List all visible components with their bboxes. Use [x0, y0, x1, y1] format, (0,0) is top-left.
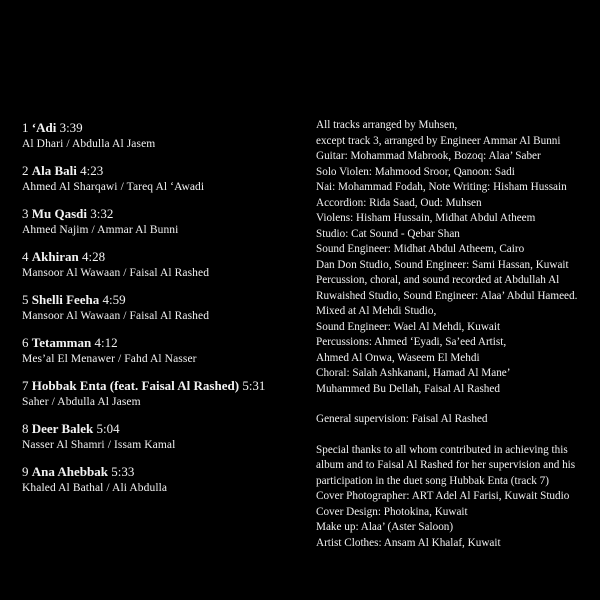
- thanks-credits: [316, 443, 598, 552]
- track-title: Deer Balek: [31, 421, 94, 436]
- track-credit: Mansoor Al Wawaan / Faisal Al Rashed: [22, 267, 210, 279]
- track-item: [22, 421, 300, 453]
- track-title: Ana Ahebbak: [31, 464, 108, 479]
- track-credit: Saher / Abdulla Al Jasem: [22, 396, 141, 408]
- credit-line: Accordion: Rida Saad, Oud: Muhsen: [316, 196, 482, 209]
- track-heading: [22, 206, 300, 222]
- track-duration: 5:33: [111, 464, 135, 479]
- track-number: 6: [22, 335, 29, 350]
- spacer: [316, 397, 598, 412]
- track-title: ‘Adi: [31, 120, 57, 135]
- credit-line: Sound Engineer: Wael Al Mehdi, Kuwait: [316, 320, 501, 333]
- spacer: [316, 428, 598, 443]
- credit-line: Dan Don Studio, Sound Engineer: Sami Hassan, Kuwait: [316, 258, 569, 271]
- track-number: 5: [22, 292, 29, 307]
- track-credit: Khaled Al Bathal / Ali Abdulla: [22, 482, 168, 494]
- track-item: [22, 249, 300, 281]
- track-credit: Ahmed Al Sharqawi / Tareq Al ‘Awadi: [22, 181, 205, 193]
- track-heading: [22, 249, 300, 265]
- credit-line: Ahmed Al Onwa, Waseem El Mehdi: [316, 351, 480, 364]
- credit-line: Percussions: Ahmed ‘Eyadi, Sa’eed Artist,: [316, 336, 507, 348]
- credit-line: Nai: Mohammad Fodah, Note Writing: Hisham Hussain: [316, 181, 567, 193]
- credit-line: Mixed at Al Mehdi Studio,: [316, 305, 437, 317]
- credit-line: Choral: Salah Ashkanani, Hamad Al Mane’: [316, 367, 511, 379]
- credit-line: Artist Clothes: Ansam Al Khalaf, Kuwait: [316, 536, 501, 549]
- credit-line: participation in the duet song Hubbak Enta (track 7): [316, 474, 550, 487]
- credit-line: All tracks arranged by Muhsen,: [316, 119, 458, 131]
- track-duration: 5:04: [96, 421, 120, 436]
- track-number: 1: [22, 120, 29, 135]
- credit-line: album and to Faisal Al Rashed for her supervision and his: [316, 459, 576, 471]
- credit-line: Solo Violen: Mahmood Sroor, Qanoon: Sadi: [316, 165, 515, 178]
- production-credits: [316, 118, 598, 397]
- track-item: [22, 120, 300, 152]
- credit-line: except track 3, arranged by Engineer Ammar Al Bunni: [316, 134, 561, 147]
- track-number: 8: [22, 421, 29, 436]
- track-item: [22, 464, 300, 496]
- track-title: Mu Qasdi: [31, 206, 88, 221]
- track-heading: [22, 292, 300, 308]
- track-number: 3: [22, 206, 29, 221]
- track-heading: [22, 335, 300, 351]
- album-credits: [316, 118, 598, 551]
- credit-line: Special thanks to all whom contributed in achieving this: [316, 443, 568, 456]
- track-duration: 4:12: [94, 335, 118, 350]
- credit-line: Violens: Hisham Hussain, Midhat Abdul Atheem: [316, 212, 536, 224]
- track-title: Akhiran: [31, 249, 79, 264]
- track-number: 2: [22, 163, 29, 178]
- track-duration: 3:39: [59, 120, 83, 135]
- credit-line: Muhammed Bu Dellah, Faisal Al Rashed: [316, 382, 500, 395]
- credit-line: Cover Photographer: ART Adel Al Farisi, Kuwait Studio: [316, 490, 570, 502]
- track-heading: [22, 464, 300, 480]
- track-duration: 4:59: [102, 292, 126, 307]
- credit-line: Make up: Alaa’ (Aster Saloon): [316, 521, 454, 533]
- track-duration: 5:31: [242, 378, 266, 393]
- track-credit: Nasser Al Shamri / Issam Kamal: [22, 439, 176, 451]
- track-title: Ala Bali: [31, 163, 77, 178]
- track-item: [22, 206, 300, 238]
- credit-line: Studio: Cat Sound - Qebar Shan: [316, 227, 460, 240]
- credit-line: Cover Design: Photokina, Kuwait: [316, 505, 468, 518]
- credit-line: Guitar: Mohammad Mabrook, Bozoq: Alaa’ Saber: [316, 150, 541, 162]
- track-heading: [22, 120, 300, 136]
- track-credit: Mansoor Al Wawaan / Faisal Al Rashed: [22, 310, 210, 322]
- track-title: Shelli Feeha: [31, 292, 100, 307]
- track-heading: [22, 163, 300, 179]
- track-item: [22, 335, 300, 367]
- credit-line: Percussion, choral, and sound recorded at Abdullah Al: [316, 274, 560, 286]
- track-item: [22, 292, 300, 324]
- tracklist: [22, 120, 300, 507]
- track-duration: 3:32: [90, 206, 114, 221]
- track-title: Hobbak Enta (feat. Faisal Al Rashed): [31, 378, 240, 393]
- track-credit: Ahmed Najim / Ammar Al Bunni: [22, 224, 179, 236]
- track-credit: Mes’al El Menawer / Fahd Al Nasser: [22, 353, 197, 365]
- track-duration: 4:28: [81, 249, 106, 264]
- track-credit: Al Dhari / Abdulla Al Jasem: [22, 138, 156, 150]
- credit-line: Sound Engineer: Midhat Abdul Atheem, Cairo: [316, 243, 525, 255]
- track-title: Tetamman: [31, 335, 92, 350]
- track-duration: 4:23: [80, 163, 104, 178]
- track-heading: [22, 378, 300, 394]
- supervision-credit: General supervision: Faisal Al Rashed: [316, 413, 488, 425]
- track-number: 9: [22, 464, 29, 479]
- track-item: [22, 378, 300, 410]
- credit-line: Ruwaished Studio, Sound Engineer: Alaa’ Abdul Hameed.: [316, 289, 578, 302]
- track-item: [22, 163, 300, 195]
- track-heading: [22, 421, 300, 437]
- track-number: 7: [22, 378, 29, 393]
- track-number: 4: [22, 249, 29, 264]
